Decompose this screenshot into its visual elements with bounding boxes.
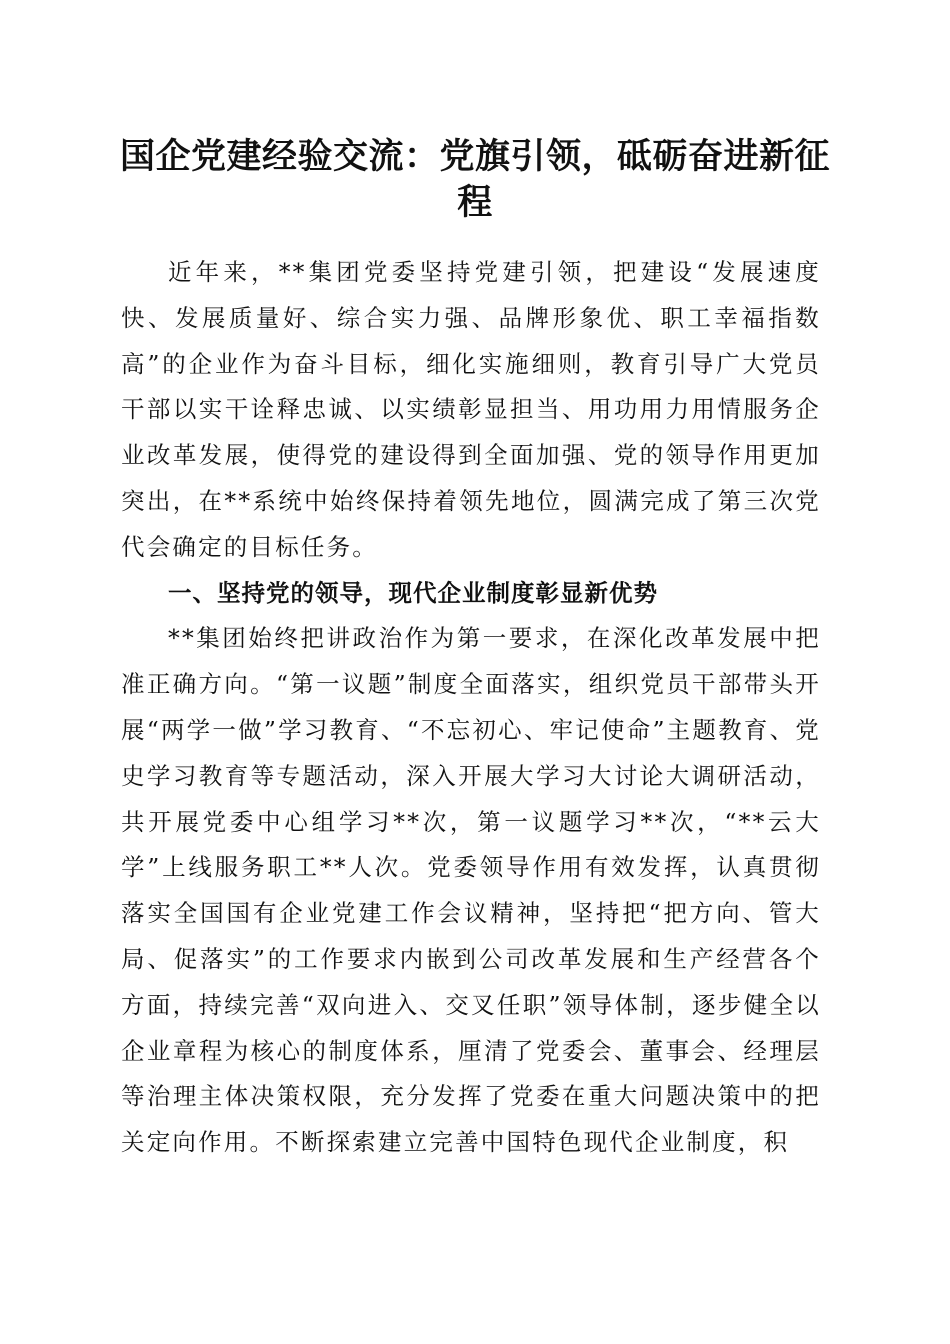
section-heading: 一、坚持党的领导，现代企业制度彰显新优势	[168, 578, 658, 607]
section-paragraph: **集团始终把讲政治作为第一要求，在深化改革发展中把准正确方向。“第一议题”制度全面落实，组织党员干部带头开展“两学一做”学习教育、“不忘初心、牢记使命”主题教育、党史学习教育等专题活动，深入开展大学习大讨论大调研活动，共开展党委中心组学习**次，第一议题学习**次，“**云大学”上线服务职工**人次。党委领导作用有效发挥，认真贯彻落实全国国有企业党建工作会议精神，坚持把“把方向、管大局、促落实”的工作要求内嵌到公司改革发展和生产经营各个方面，持续完善“双向进入、交叉任职”领导体制，逐步健全以企业章程为核心的制度体系，厘清了党委会、董事会、经理层等治理主体决策权限，充分发挥了党委在重大问题决策中的把关定向作用。不断探索建立完善中国特色现代企业制度，积	[121, 624, 821, 1157]
intro-paragraph: 近年来，**集团党委坚持党建引领，把建设“发展速度快、发展质量好、综合实力强、品牌形象优、职工幸福指数高”的企业作为奋斗目标，细化实施细则，教育引导广大党员干部以实干诠释忠诚、以实绩彰显担当、用功用力用情服务企业改革发展，使得党的建设得到全面加强、党的领导作用更加突出，在**系统中始终保持着领先地位，圆满完成了第三次党代会确定的目标任务。	[121, 258, 821, 561]
document-body	[121, 250, 821, 1166]
document-title: 国企党建经验交流：党旗引领，砥砺奋进新征程	[119, 136, 830, 223]
